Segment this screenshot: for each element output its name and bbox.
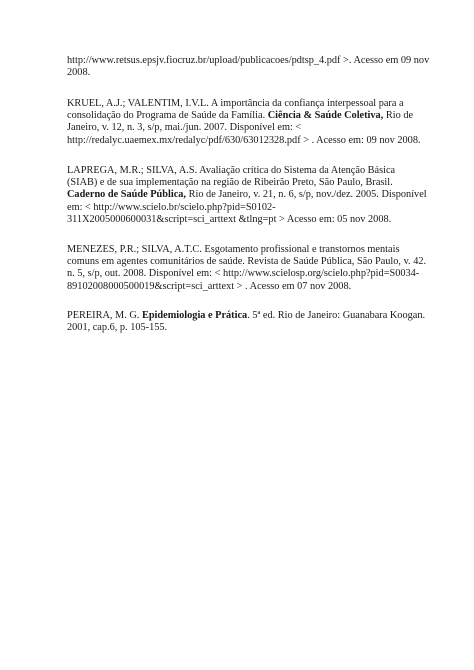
text-run: (SIAB) e de sua implementação na região de Ribeirão Preto, São Paulo, Brasil. (67, 177, 393, 189)
text-run: KRUEL, A.J.; VALENTIM, I.V.L. A importância da confiança interpessoal para a (67, 98, 404, 109)
journal-title: Ciência & Saúde Coletiva, (267, 110, 384, 122)
reference-entry (67, 310, 426, 334)
reference-line (67, 98, 412, 110)
reference-line (67, 134, 421, 147)
reference-line (67, 322, 412, 334)
text-run: Rio de (383, 110, 414, 122)
text-run: MENEZES, P.R.; SILVA, A.T.C. Esgotamento profissional e transtornos mentais (67, 244, 400, 255)
text-run: comuns em agentes comunitários de saúde. Revista de Saúde Pública, São Paulo, v. 42. (67, 256, 427, 268)
reference-entry (67, 98, 421, 147)
reference-line (67, 110, 412, 122)
reference-line (67, 55, 430, 67)
journal-title: Caderno de Saúde Pública, (67, 189, 187, 201)
reference-line (67, 165, 412, 177)
text-run: LAPREGA, M.R.; SILVA, A.S. Avaliação crítica do Sistema da Atenção Básica (67, 165, 396, 176)
reference-entry (67, 244, 427, 293)
text-run: 311X2005000600031&script=sci_arttext &tlng=pt > Acesso em: 05 nov 2008. (67, 213, 392, 225)
text-run: consolidação do Programa de Saúde da Família. (67, 110, 268, 122)
reference-line (67, 256, 427, 268)
reference-entry (67, 165, 427, 226)
text-run: Rio de Janeiro, v. 21, n. 6, s/p, nov./dez. 2005. Disponível (186, 189, 427, 201)
reference-line (67, 214, 412, 226)
reference-line (67, 281, 412, 293)
reference-line (67, 202, 412, 214)
book-title: Epidemiologia e Prática (141, 310, 248, 321)
reference-entry (67, 55, 430, 79)
text-run: 2001, cap.6, p. 105-155. (67, 322, 168, 334)
text-run: n. 5, s/p, out. 2008. Disponível em: < http://www.scielosp.org/scielo.php?pid=S0034- (67, 268, 420, 280)
text-run: 89102008000500019&script=sci_arttext > . Acesso em 07 nov 2008. (67, 280, 352, 292)
text-run: Janeiro, v. 12, n. 3, s/p, mai./jun. 2007. Disponível em: < (67, 122, 302, 134)
reference-line (67, 189, 427, 201)
text-run: em: < http://www.scielo.br/scielo.php?pid=S0102- (67, 201, 276, 213)
text-run: http://redalyc.uaemex.mx/redalyc/pdf/630/63012328.pdf > . Acesso em: 09 nov 2008. (67, 134, 421, 146)
reference-line (67, 268, 420, 280)
reference-line (67, 67, 412, 79)
reference-line (67, 310, 426, 322)
reference-line (67, 122, 412, 134)
reference-line (67, 177, 412, 189)
text-run: http://www.retsus.epsjv.fiocruz.br/upload/publicacoes/pdtsp_4.pdf >. Acesso em 09 nov (67, 55, 430, 66)
text-run: . 5ª ed. Rio de Janeiro: Guanabara Koogan. (247, 310, 426, 321)
reference-line (67, 244, 412, 256)
text-run: PEREIRA, M. G. (67, 310, 142, 321)
text-run: 2008. (67, 67, 91, 79)
